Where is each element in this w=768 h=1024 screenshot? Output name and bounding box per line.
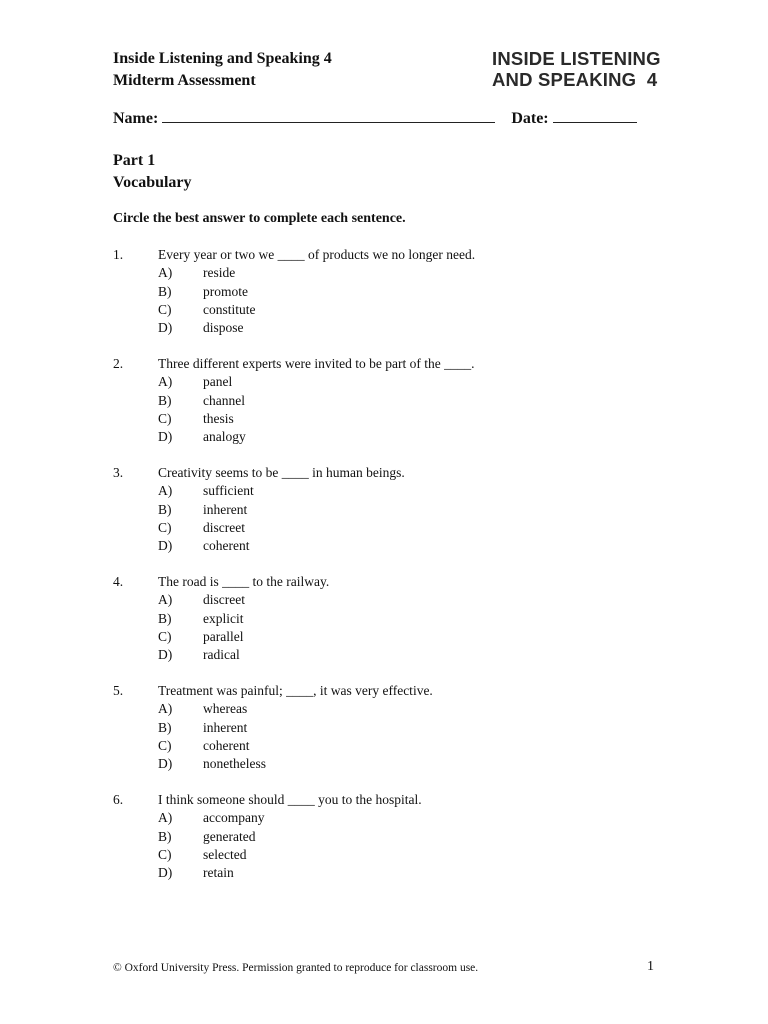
answer-option[interactable] [113,864,673,882]
answer-option[interactable] [113,319,673,337]
name-label: Name: [113,110,159,127]
answer-option[interactable] [113,283,673,301]
option-letter: B) [158,610,172,626]
option-letter: B) [158,719,172,735]
option-letter: B) [158,501,172,517]
answer-option[interactable] [113,591,673,609]
name-blank[interactable] [162,108,495,123]
name-date-row [113,108,643,130]
question-number: 2. [113,356,124,371]
question-item [113,573,673,682]
question-text: I think someone should ____ you to the hospital. [158,792,422,807]
option-letter: A) [158,810,173,826]
answer-option[interactable] [113,755,673,773]
option-text: inherent [203,501,248,517]
answer-option[interactable] [113,537,673,555]
option-letter: A) [158,592,173,608]
question-item [113,791,673,900]
question-list [113,246,673,900]
option-letter: D) [158,538,173,554]
answer-option[interactable] [113,428,673,446]
question-item [113,464,673,573]
answer-option[interactable] [113,301,673,319]
answer-option[interactable] [113,719,673,737]
option-letter: D) [158,647,173,663]
question-text: The road is ____ to the railway. [158,574,330,589]
answer-option[interactable] [113,519,673,537]
option-text: analogy [203,429,246,445]
option-letter: C) [158,846,172,862]
document-header [113,48,332,92]
option-text: discreet [203,592,245,608]
answer-option[interactable] [113,373,673,391]
option-letter: A) [158,374,173,390]
question-number: 4. [113,574,124,589]
copyright-notice: © Oxford University Press. Permission granted to reproduce for classroom use. [113,962,479,974]
question-item [113,682,673,791]
answer-option[interactable] [113,828,673,846]
assessment-title: Midterm Assessment [113,72,256,89]
answer-option[interactable] [113,809,673,827]
option-text: reside [203,265,236,281]
answer-option[interactable] [113,501,673,519]
option-text: channel [203,392,245,408]
question-item [113,355,673,464]
section-heading [113,150,192,194]
option-text: whereas [203,701,248,717]
course-title: Inside Listening and Speaking 4 [113,50,332,67]
page-number: 1 [647,959,654,974]
answer-option[interactable] [113,482,673,500]
option-letter: A) [158,701,173,717]
option-text: constitute [203,301,256,317]
question-number: 1. [113,247,124,262]
option-letter: C) [158,410,172,426]
option-letter: B) [158,828,172,844]
option-letter: B) [158,283,172,299]
option-text: discreet [203,519,245,535]
option-letter: D) [158,865,173,881]
option-letter: B) [158,392,172,408]
option-letter: C) [158,737,172,753]
answer-option[interactable] [113,610,673,628]
option-letter: C) [158,519,172,535]
logo-line-2: AND SPEAKING 4 [492,69,658,90]
option-text: dispose [203,320,244,336]
option-text: generated [203,828,256,844]
option-letter: D) [158,756,173,772]
date-label: Date: [511,110,549,127]
question-number: 5. [113,683,124,698]
series-logo [492,48,661,90]
question-number: 6. [113,792,124,807]
question-text: Every year or two we ____ of products we no longer need. [158,247,476,262]
option-letter: C) [158,628,172,644]
option-text: nonetheless [203,756,266,772]
option-text: selected [203,846,247,862]
option-text: panel [203,374,233,390]
option-text: sufficient [203,483,254,499]
answer-option[interactable] [113,737,673,755]
option-text: thesis [203,410,234,426]
option-letter: A) [158,265,173,281]
option-text: retain [203,865,234,881]
answer-option[interactable] [113,264,673,282]
option-text: inherent [203,719,248,735]
answer-option[interactable] [113,846,673,864]
option-text: parallel [203,628,244,644]
option-letter: D) [158,320,173,336]
question-item [113,246,673,355]
option-letter: C) [158,301,172,317]
question-text: Treatment was painful; ____, it was very effective. [158,683,433,698]
instructions: Circle the best answer to complete each sentence. [113,211,406,226]
question-text: Creativity seems to be ____ in human beings. [158,465,405,480]
option-text: promote [203,283,248,299]
part-label: Part 1 [113,152,156,169]
answer-option[interactable] [113,628,673,646]
answer-option[interactable] [113,646,673,664]
option-letter: A) [158,483,173,499]
option-text: radical [203,647,240,663]
option-text: coherent [203,737,250,753]
question-text: Three different experts were invited to be part of the ____. [158,356,475,371]
answer-option[interactable] [113,700,673,718]
option-text: coherent [203,538,250,554]
question-number: 3. [113,465,124,480]
option-text: explicit [203,610,244,626]
section-title: Vocabulary [113,174,192,191]
option-letter: D) [158,429,173,445]
answer-option[interactable] [113,392,673,410]
logo-line-1: INSIDE LISTENING [492,48,661,69]
answer-option[interactable] [113,410,673,428]
date-blank[interactable] [553,108,637,123]
option-text: accompany [203,810,265,826]
